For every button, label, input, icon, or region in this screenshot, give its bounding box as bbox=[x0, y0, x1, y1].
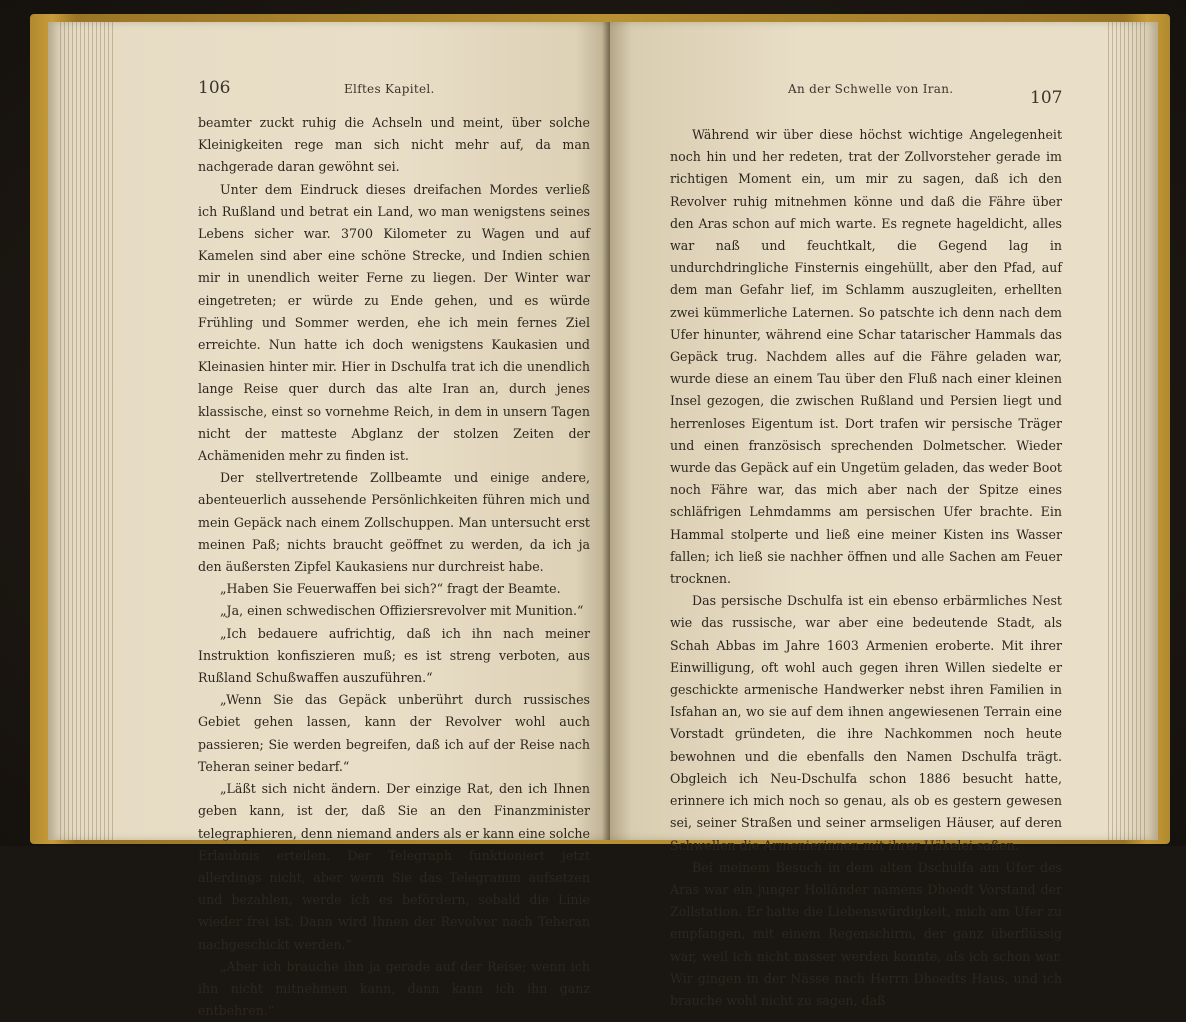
paragraph: „Ich bedauere aufrichtig, daß ich ihn nach meiner Instruktion konfiszieren muß; es ist streng verboten, aus Rußland Schußwaffen auszuführen.“ bbox=[198, 625, 590, 686]
left-page bbox=[48, 22, 610, 1019]
paragraph: „Ja, einen schwedischen Offiziersrevolver mit Munition.“ bbox=[220, 603, 584, 619]
paragraph: „Läßt sich nicht ändern. Der einzige Rat, den ich Ihnen geben kann, ist der, daß Sie an den Finanzminister telegraphieren, denn niemand anders als er kann eine solche Erlaubnis erteilen. Der Telegraph funktioniert jetzt allerdings nicht, aber wenn Sie das Telegramm aufsetzen und bezahlen, werde ich es befördern, sobald die Linie wieder frei ist. Dann wird Ihnen der Revolver nach Teheran nachgeschickt werden.“ bbox=[198, 781, 590, 952]
page-edges bbox=[60, 22, 116, 840]
paragraph: Das persische Dschulfa ist ein ebenso erbärmliches Nest wie das russische, war aber eine bedeutende Stadt, als Schah Abbas im Jahre 1603 Armenien eroberte. Mit ihrer Einwilligung, oft wohl auch gegen ihren Willen siedelte er geschickte armenische Handwerker nebst ihren Familien in Isfahan an, wo sie auf dem ihnen angewiesenen Terrain eine Vorstadt gründeten, die ihre Nachkommen noch heute bewohnen und die ebenfalls den Namen Dschulfa trägt. Obgleich ich Neu-Dschulfa schon 1886 besucht hatte, erinnere ich mich noch so genau, als ob es gestern gewesen sei, seiner Straßen und seiner armseligen Häuser, auf deren Schwellen die Armenierinnen mit ihrer Häkelei saßen. bbox=[670, 593, 1062, 853]
page-edges bbox=[1108, 22, 1148, 840]
paragraph: „Haben Sie Feuerwaffen bei sich?“ fragt der Beamte. bbox=[220, 581, 561, 597]
body-text bbox=[198, 112, 590, 1022]
body-text bbox=[670, 124, 1062, 1012]
paragraph: beamter zuckt ruhig die Achseln und meint, über solche Kleinigkeiten rege man sich nicht mehr auf, da man nachgerade daran gewöhnt sei. bbox=[198, 115, 590, 175]
page-number: 106 bbox=[198, 78, 231, 98]
right-page bbox=[610, 22, 1158, 1008]
page-number: 107 bbox=[1030, 88, 1063, 108]
running-head: An der Schwelle von Iran. bbox=[788, 82, 954, 96]
paragraph: „Wenn Sie das Gepäck unberührt durch russisches Gebiet gehen lassen, kann der Revolver wohl auch passieren; Sie werden begreifen, daß ich auf der Reise nach Teheran seiner bedarf.“ bbox=[198, 692, 590, 774]
paragraph: Bei meinem Besuch in dem alten Dschulfa am Ufer des Aras war ein junger Holländer namens Dhoedt Vorstand der Zollstation. Er hatte die Liebenswürdigkeit, mich am Ufer zu empfangen, mit einem Regenschirm, der ganz überflüssig war, weil ich nicht nasser werden konnte, als ich schon war. Wir gingen in der Nässe nach Herrn Dhoedts Haus, und ich brauche wohl nicht zu sagen, daß bbox=[670, 859, 1062, 1008]
paragraph: „Aber ich brauche ihn ja gerade auf der Reise; wenn ich ihn nicht mitnehmen kann, dann kann ich ihn ganz entbehren.“ bbox=[198, 958, 590, 1019]
paragraph: Der stellvertretende Zollbeamte und einige andere, abenteuerlich aussehende Persönlichkeiten führen mich und mein Gepäck nach einem Zollschuppen. Man untersucht erst meinen Paß; nichts braucht geöffnet zu werden, da ich ja den äußersten Zipfel Kaukasiens nur durchreist habe. bbox=[198, 470, 590, 575]
paragraph: Während wir über diese höchst wichtige Angelegenheit noch hin und her redeten, trat der Zollvorsteher gerade im richtigen Moment ein, um mir zu sagen, daß ich den Revolver ruhig mitnehmen könne und daß die Fähre über den Aras schon auf mich warte. Es regnete hageldicht, alles war naß und feuchtkalt, die Gegend lag in undurchdringliche Finsternis eingehüllt, aber den Pfad, auf dem man Gefahr lief, im Schlamm auszugleiten, erhellten zwei kümmerliche Laternen. So patschte ich denn nach dem Ufer hinunter, während eine Schar tatarischer Hammals das Gepäck trug. Nachdem alles auf die Fähre geladen war, wurde diese an einem Tau über den Fluß nach einer kleinen Insel gezogen, die zwischen Rußland und Persien liegt und herrenloses Eigentum ist. Dort trafen wir persische Träger und einen französisch sprechenden Dolmetscher. Wieder wurde das Gepäck auf ein Ungetüm geladen, das weder Boot noch Fähre war, das mich aber nach der Spitze eines schläfrigen Lehmdamms am persischen Ufer brachte. Ein Hammal stolperte und ließ eine meiner Kisten ins Wasser fallen; ich ließ sie nachher öffnen und alle Sachen am Feuer trocknen. bbox=[670, 127, 1062, 587]
running-head: Elftes Kapitel. bbox=[344, 82, 435, 96]
paragraph: Unter dem Eindruck dieses dreifachen Mordes verließ ich Rußland und betrat ein Land, wo man wenigstens seines Lebens sicher war. 3700 Kilometer zu Wagen und auf Kamelen sind aber eine schöne Strecke, und Indien schien mir in unendlich weiter Ferne zu liegen. Der Winter war eingetreten; er würde zu Ende gehen, und es würde Frühling und Sommer werden, ehe ich mein fernes Ziel erreichte. Nun hatte ich doch wenigstens Kaukasien und Kleinasien hinter mir. Hier in Dschulfa trat ich die unendlich lange Reise quer durch das alte Iran an, durch jenes klassische, einst so vornehme Reich, in dem in unsern Tagen nicht der matteste Abglanz der stolzen Zeiten der Achämeniden mehr zu finden ist. bbox=[198, 181, 590, 464]
